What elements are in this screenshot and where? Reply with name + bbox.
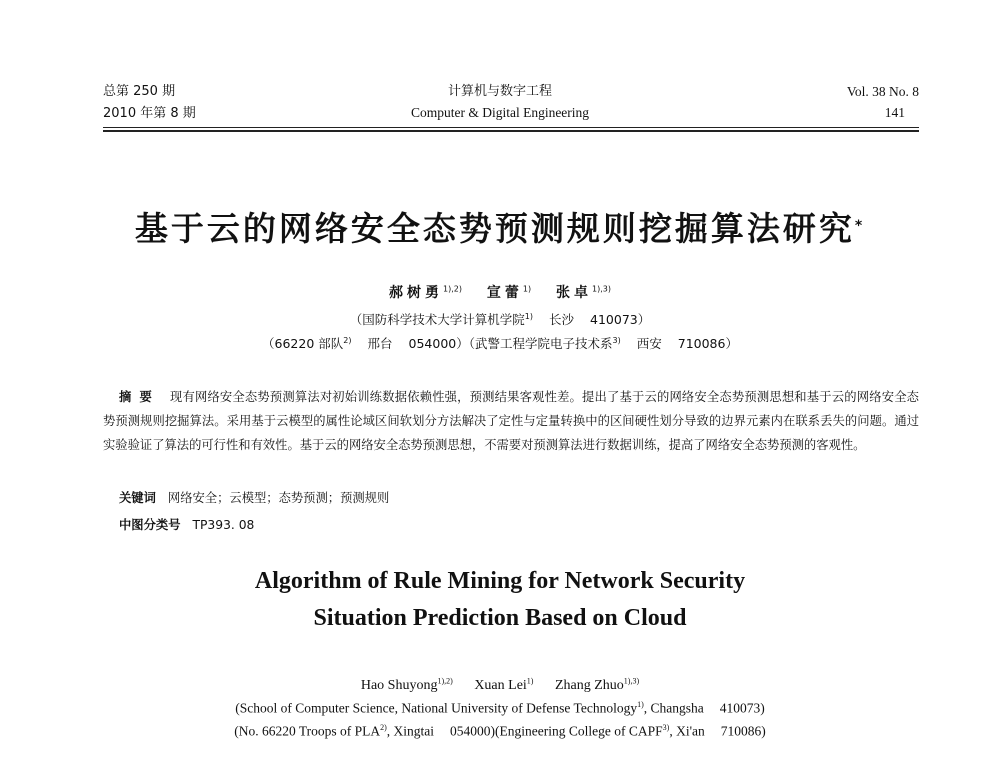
paper-title-cn-text: 基于云的网络安全态势预测规则挖掘算法研究 — [134, 209, 855, 248]
issue-year: 2010 年第 8 期 — [103, 106, 196, 121]
journal-title-en: Computer & Digital Engineering — [410, 105, 590, 120]
author-en-3: Zhang Zhuo$^{1),3)}$ — [554, 676, 640, 693]
page-number: 141 — [884, 105, 905, 120]
keywords-text: 网络安全；云模型；态势预测；预测规则 — [167, 491, 390, 505]
journal-title-cn: 计算机与数字工程 — [447, 84, 552, 99]
classification-number — [119, 515, 254, 533]
clc-value: TP393. 08 — [192, 518, 255, 532]
header-rule-top — [103, 127, 919, 128]
author-cn-1: 郝树勇$^{1),2)}$ — [389, 284, 463, 301]
affiliation-cn-1: （国防科学技术大学计算机学院$^{1)}$ 长沙 410073） — [349, 311, 651, 327]
volume-number: Vol. 38 No. 8 — [846, 84, 919, 99]
authors-cn — [0, 282, 1000, 302]
author-en-1: Hao Shuyong$^{1),2)}$ — [360, 676, 453, 693]
author-cn-2: 宣蕾$^{1)}$ — [486, 284, 532, 301]
abstract-label: 摘要 — [119, 390, 160, 404]
paper-title-cn — [0, 203, 1000, 250]
keywords-label: 关键词 — [119, 491, 156, 505]
header-rule-bottom — [103, 130, 919, 132]
clc-label: 中图分类号 — [119, 518, 181, 532]
abstract-cn — [103, 385, 919, 457]
affiliation-en-2-3: (No. 66220 Troops of PLA$^{2)}$, Xingtai 054000)(Engineering College of CAPF$^{3)}$, Xi'an 710086) — [234, 723, 766, 739]
abstract-text: 现有网络安全态势预测算法对初始训练数据依赖性强，预测结果客观性差。提出了基于云的网络安全态势预测思想和基于云的网络安全态势预测规则挖掘算法。采用基于云模型的属性论域区间软划分方法解决了定性与定量转换中的区间硬性划分导致的边界元素内在联系丢失的问题。通过实验验证了算法的可行性和有效性。基于云的网络安全态势预测思想，不需要对预测算法进行数据训练，提高了网络安全态势预测的客观性。 — [103, 390, 919, 452]
authors-en — [0, 676, 1000, 694]
issue-total: 总第 250 期 — [103, 84, 176, 99]
author-cn-3: 张卓$^{1),3)}$ — [555, 284, 611, 301]
paper-title-en-line2: Situation Prediction Based on Cloud — [313, 605, 687, 631]
affiliation-cn-2-3: （66220 部队$^{2)}$ 邢台 054000）（武警工程学院电子技术系$^{3)}$ 西安 710086） — [262, 335, 738, 351]
affiliation-en-1: (School of Computer Science, National University of Defense Technology$^{1)}$, Changsha 410073) — [235, 700, 765, 716]
title-footnote-mark: * — [854, 218, 866, 234]
author-en-2: Xuan Lei$^{1)}$ — [474, 676, 534, 693]
paper-title-en-line1: Algorithm of Rule Mining for Network Security — [254, 568, 746, 594]
keywords-cn — [119, 488, 389, 506]
